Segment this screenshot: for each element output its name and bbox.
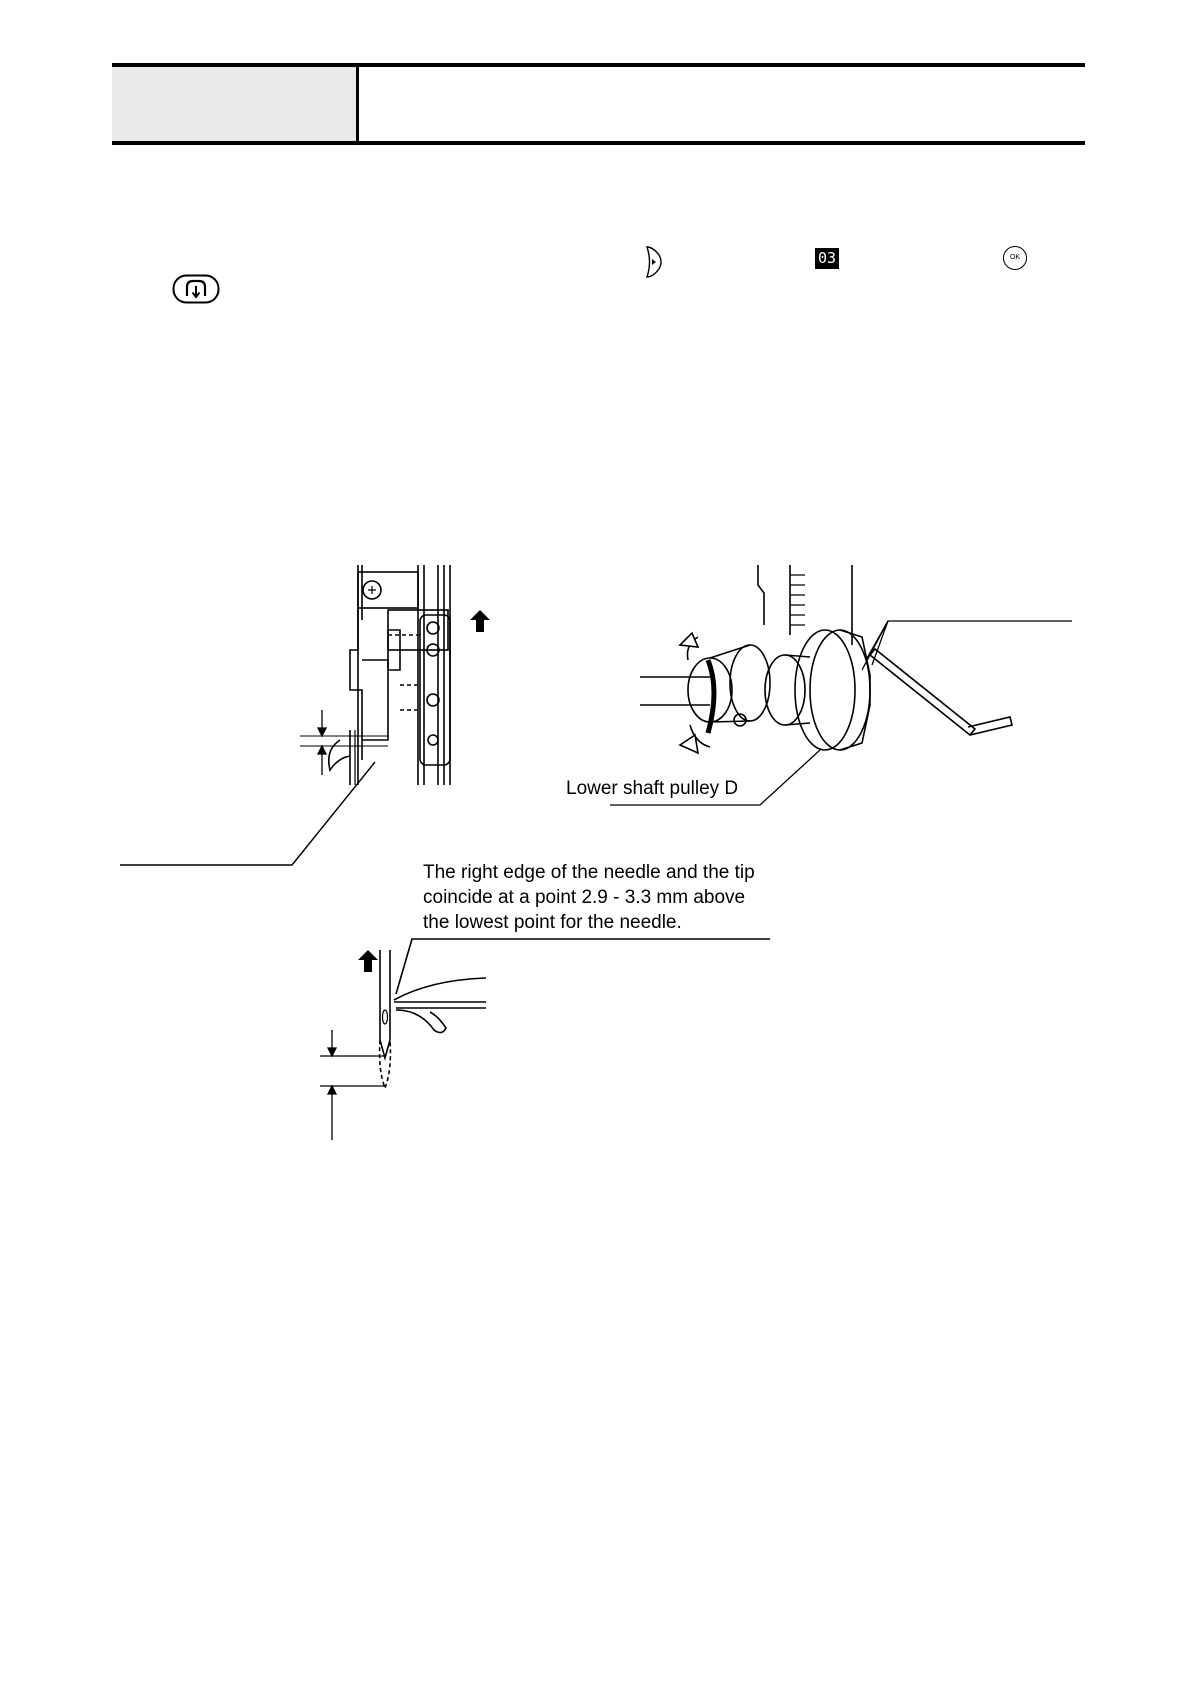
leader-line-left: [120, 760, 380, 870]
code-display: 03: [815, 248, 839, 269]
ok-button-icon[interactable]: OK: [1003, 246, 1027, 270]
pulley-label: Lower shaft pulley D: [566, 778, 739, 799]
section-box: [112, 67, 359, 141]
hook-mechanism-diagram: [300, 560, 500, 790]
needle-up-down-icon[interactable]: [172, 274, 220, 304]
needle-caption-line2: coincide at a point 2.9 - 3.3 mm above: [423, 887, 746, 908]
needle-hook-tip-diagram: [310, 930, 780, 1145]
lower-shaft-pulley-diagram: [640, 565, 1080, 795]
header-bottom-rule: [112, 141, 1085, 145]
needle-caption-line1: The right edge of the needle and the tip: [423, 862, 755, 883]
arrow-right-icon[interactable]: [643, 245, 665, 279]
needle-caption-line3: the lowest point for the needle.: [423, 912, 682, 933]
